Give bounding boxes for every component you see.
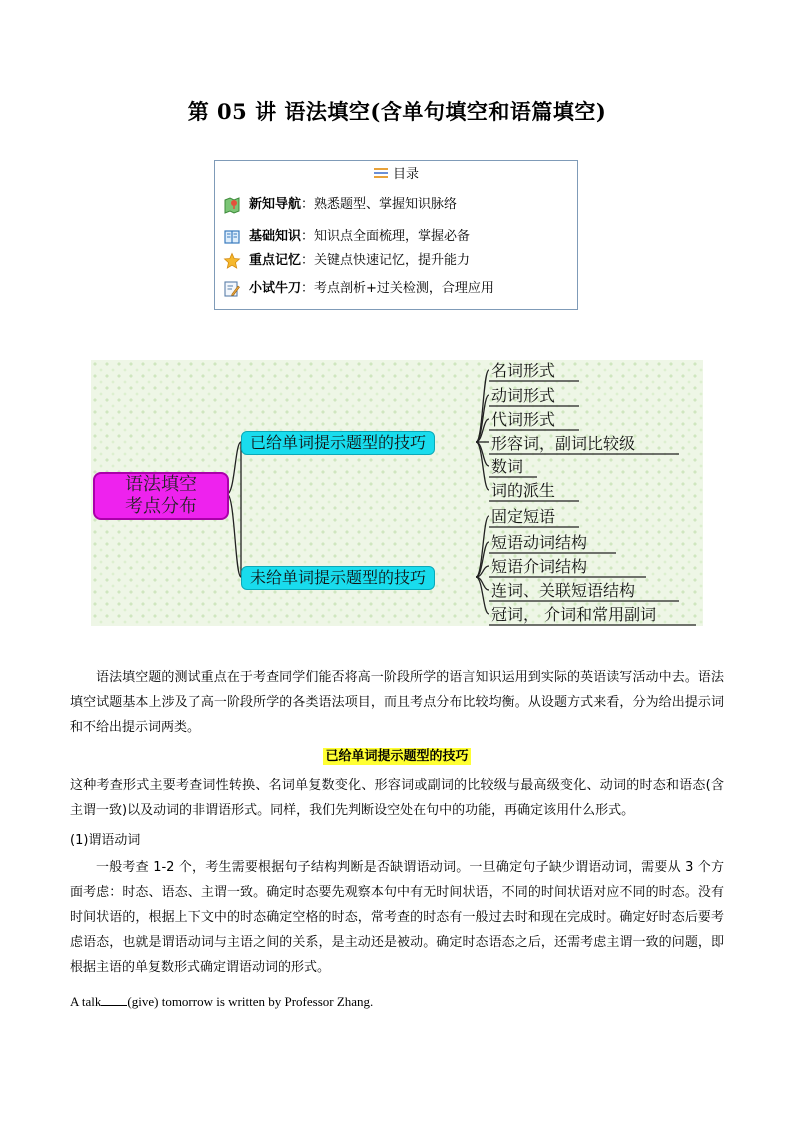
toc-heading	[215, 163, 577, 184]
toc-heading-text: 目录	[392, 167, 419, 182]
mind-map-leaf: 连词、关联短语结构	[491, 581, 636, 600]
mind-map-leaf: 固定短语	[491, 507, 556, 526]
toc-item-practice: 小试牛刀：考点剖析+过关检测，合理应用	[223, 279, 494, 299]
mind-map-leaf: 动词形式	[491, 386, 556, 405]
toc-item-guide: 新知导航：熟悉题型、掌握知识脉络	[223, 195, 457, 215]
list-icon	[373, 166, 389, 184]
mind-map-branch-given: 已给单词提示题型的技巧	[241, 431, 435, 455]
example-sentence: A talk (give) tomorrow is written by Professor Zhang.	[70, 994, 374, 1009]
table-of-contents	[214, 160, 578, 310]
mind-map-leaf: 短语动词结构	[491, 533, 588, 552]
section-heading: 已给单词提示题型的技巧	[325, 749, 469, 764]
blank-line	[101, 993, 127, 1006]
toc-item-basics: 基础知识：知识点全面梳理，掌握必备	[223, 227, 470, 247]
mind-map	[91, 360, 703, 626]
section-paragraph: 这种考查形式主要考查词性转换、名词单复数变化、形容词或副词的比较级与最高级变化、动词的时态和语态(含主谓一致)以及动词的非谓语形式。同样，我们先判断设空处在句中的功能，再确定该用什么形式。	[70, 778, 724, 818]
toc-item-memory: 重点记忆：关键点快速记忆，提升能力	[223, 251, 470, 271]
page-title: 第 05 讲 语法填空(含单句填空和语篇填空)	[187, 99, 607, 124]
mind-map-branch-not-given: 未给单词提示题型的技巧	[241, 566, 435, 590]
mind-map-leaf: 名词形式	[491, 361, 556, 380]
mind-map-leaf: 代词形式	[491, 410, 556, 429]
book-icon	[223, 228, 241, 246]
mind-map-root: 语法填空 考点分布	[93, 472, 229, 520]
mind-map-leaf: 短语介词结构	[491, 557, 588, 576]
map-icon	[223, 196, 241, 214]
intro-paragraph: 语法填空题的测试重点在于考查同学们能否将高一阶段所学的语言知识运用到实际的英语读写活动中去。语法填空试题基本上涉及了高一阶段所学的各类语法项目，而且考点分布比较均衡。从设题方式来看，分为给出提示词和不给出提示词两类。	[70, 670, 724, 735]
sub-paragraph: 一般考查 1-2 个，考生需要根据句子结构判断是否缺谓语动词。一旦确定句子缺少谓语动词，需要从 3 个方面考虑：时态、语态、主谓一致。确定时态要先观察本句中有无时间状语，不同的时间状语对应不同的时态。没有时间状语的，根据上下文中的时态确定空格的时态，常考查的时态有一般过去时和现在完成时。确定好时态后要考虑语态，也就是谓语动词与主语之间的关系，是主动还是被动。确定时态语态之后，还需考虑主谓一致的问题，即根据主语的单复数形式确定谓语动词的形式。	[70, 860, 724, 975]
sub-heading: (1)谓语动词	[70, 833, 141, 848]
pencil-icon	[223, 280, 241, 298]
mind-map-leaf: 词的派生	[491, 481, 556, 500]
mind-map-leaf: 形容词，副词比较级	[491, 434, 636, 453]
star-icon	[223, 252, 241, 270]
mind-map-leaf: 数词	[491, 457, 524, 476]
mind-map-leaf: 冠词， 介词和常用副词	[491, 605, 657, 624]
